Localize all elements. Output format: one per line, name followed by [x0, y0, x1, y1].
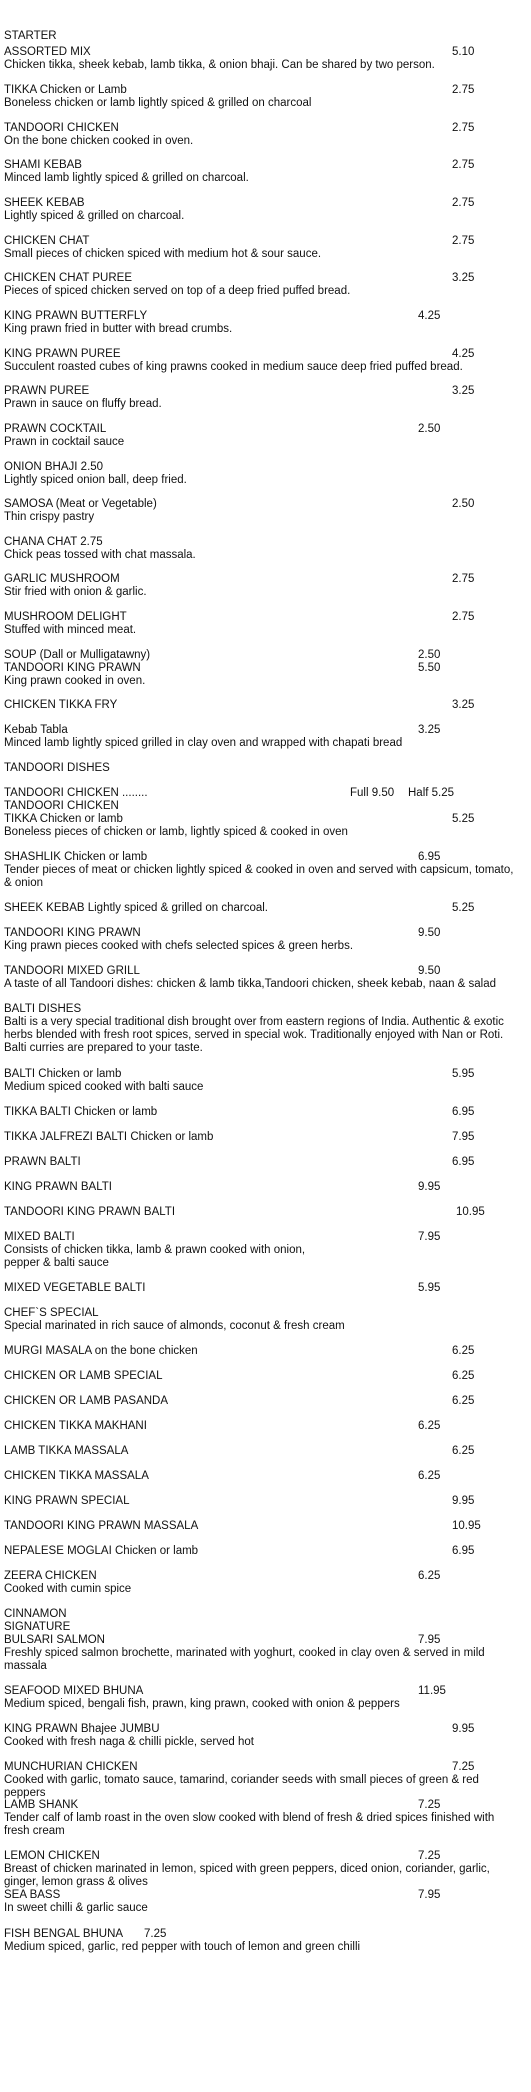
item-desc: In sweet chilli & garlic sauce: [4, 1902, 148, 1914]
item-title: KING PRAWN PUREE: [4, 348, 121, 360]
item-price: 2.75: [452, 159, 475, 171]
item-title: CHICKEN OR LAMB SPECIAL: [4, 1370, 163, 1382]
item-title: CHICKEN CHAT PUREE: [4, 272, 133, 284]
item-price: 2.75: [452, 197, 475, 209]
item-title: SOUP (Dall or Mulligatawny): [4, 649, 151, 661]
item-title: SAMOSA (Meat or Vegetable): [4, 498, 157, 510]
item-desc: Stir fried with onion & garlic.: [4, 586, 147, 598]
item-price: 2.75: [452, 235, 475, 247]
item-title: GARLIC MUSHROOM: [4, 573, 120, 585]
item-title: TANDOORI KING PRAWN BALTI: [4, 1206, 176, 1218]
item-title: BULSARI SALMON: [4, 1634, 105, 1646]
item-price: 7.25: [452, 1761, 475, 1773]
item-price: 2.75: [452, 84, 475, 96]
item-desc: Lightly spiced onion ball, deep fried.: [4, 474, 187, 486]
item-price: 6.95: [452, 1545, 475, 1557]
item-title: MUSHROOM DELIGHT: [4, 611, 127, 623]
item-desc: Minced lamb lightly spiced grilled in clay oven and wrapped with chapati bread: [4, 737, 403, 749]
item-title: KING PRAWN Bhajee JUMBU: [4, 1723, 160, 1735]
item-title: LEMON CHICKEN: [4, 1850, 100, 1862]
item-price: 5.95: [452, 1068, 475, 1080]
item-title: TANDOORI KING PRAWN: [4, 662, 141, 674]
item-title: KING PRAWN SPECIAL: [4, 1495, 130, 1507]
item-desc: Medium spiced cooked with balti sauce: [4, 1081, 204, 1093]
item-price: 3.25: [418, 724, 441, 736]
item-price: 9.95: [452, 1495, 475, 1507]
item-title: SEAFOOD MIXED BHUNA: [4, 1685, 144, 1697]
item-title: TIKKA JALFREZI BALTI Chicken or lamb: [4, 1131, 214, 1143]
section-title-starter: STARTER: [4, 30, 57, 42]
item-title: SIGNATURE: [4, 1621, 71, 1633]
item-title: TANDOORI KING PRAWN MASSALA: [4, 1520, 199, 1532]
item-title: NEPALESE MOGLAI Chicken or lamb: [4, 1545, 199, 1557]
item-price: 3.25: [452, 272, 475, 284]
item-title: PRAWN BALTI: [4, 1156, 81, 1168]
item-price: 2.75: [452, 122, 475, 134]
item-title: TANDOORI CHICKEN: [4, 800, 119, 812]
item-price: 6.25: [418, 1570, 441, 1582]
item-title: MIXED BALTI: [4, 1231, 75, 1243]
item-price: 9.95: [452, 1723, 475, 1735]
item-price: 5.25: [452, 813, 475, 825]
item-price: 6.25: [418, 1420, 441, 1432]
item-title: TANDOORI CHICKEN: [4, 122, 119, 134]
item-title: KING PRAWN BALTI: [4, 1181, 112, 1193]
item-title: CHANA CHAT 2.75: [4, 536, 103, 548]
item-price: 7.25: [418, 1850, 441, 1862]
item-price: 5.50: [418, 662, 441, 674]
item-price: 4.25: [418, 310, 441, 322]
item-price-half: Half 5.25: [408, 787, 455, 799]
item-desc: Tender pieces of meat or chicken lightly spiced & cooked in oven and served with capsicum, tomato, & onion: [4, 864, 514, 889]
item-title: CHICKEN TIKKA MASSALA: [4, 1470, 149, 1482]
item-title: ZEERA CHICKEN: [4, 1570, 97, 1582]
item-desc: Boneless chicken or lamb lightly spiced & grilled on charcoal: [4, 97, 312, 109]
item-price: 7.25: [418, 1799, 441, 1811]
item-desc: A taste of all Tandoori dishes: chicken & lamb tikka,Tandoori chicken, sheek kebab, naan & salad: [4, 978, 497, 990]
item-price: 4.25: [452, 348, 475, 360]
item-price: 2.75: [452, 573, 475, 585]
item-desc: Thin crispy pastry: [4, 511, 95, 523]
item-desc: King prawn cooked in oven.: [4, 675, 146, 687]
section-desc-balti: Balti is a very special traditional dish brought over from eastern regions of India. Authentic & exotic herbs blended with fresh root spices, served in special wok. Traditionally enjoyed with Nan or Roti. Balti curries are prepared to your taste.: [4, 1016, 504, 1054]
item-title: CHICKEN OR LAMB PASANDA: [4, 1395, 169, 1407]
item-title: TANDOORI CHICKEN ........: [4, 787, 148, 799]
section-title-balti: BALTI DISHES: [4, 1003, 82, 1015]
item-price: 5.25: [452, 902, 475, 914]
item-price: 6.25: [452, 1345, 475, 1357]
item-desc: Stuffed with minced meat.: [4, 624, 137, 636]
item-price: 10.95: [456, 1206, 485, 1218]
item-price: 7.95: [418, 1889, 441, 1901]
item-title: CHICKEN TIKKA FRY: [4, 699, 118, 711]
item-price-full: Full 9.50: [350, 787, 395, 799]
item-price: 6.25: [418, 1470, 441, 1482]
item-desc: Pieces of spiced chicken served on top of a deep fried puffed bread.: [4, 285, 351, 297]
item-price: 7.95: [418, 1231, 441, 1243]
section-desc-chefs: Special marinated in rich sauce of almonds, coconut & fresh cream: [4, 1320, 345, 1332]
item-price: 6.25: [452, 1445, 475, 1457]
item-desc: Consists of chicken tikka, lamb & prawn cooked with onion,: [4, 1244, 306, 1256]
item-title: TIKKA Chicken or Lamb: [4, 84, 127, 96]
item-title: ONION BHAJI 2.50: [4, 461, 104, 473]
item-price: 2.75: [452, 611, 475, 623]
item-title: SHASHLIK Chicken or lamb: [4, 851, 148, 863]
item-title: SHEEK KEBAB Lightly spiced & grilled on charcoal.: [4, 902, 268, 914]
item-title: LAMB TIKKA MASSALA: [4, 1445, 129, 1457]
item-desc: Chick peas tossed with chat massala.: [4, 549, 196, 561]
item-desc: King prawn pieces cooked with chefs selected spices & green herbs.: [4, 940, 354, 952]
item-title: MIXED VEGETABLE BALTI: [4, 1282, 146, 1294]
item-desc: Cooked with garlic, tomato sauce, tamarind, coriander seeds with small pieces of green & red peppers: [4, 1774, 479, 1799]
item-desc: Small pieces of chicken spiced with medium hot & sour sauce.: [4, 248, 322, 260]
item-price: 6.95: [452, 1106, 475, 1118]
item-desc: pepper & balti sauce: [4, 1257, 109, 1269]
item-price: 3.25: [452, 699, 475, 711]
item-title: TANDOORI KING PRAWN: [4, 927, 141, 939]
item-price: 6.25: [452, 1370, 475, 1382]
item-desc: Medium spiced, garlic, red pepper with touch of lemon and green chilli: [4, 1941, 361, 1953]
item-price: 10.95: [452, 1520, 481, 1532]
item-price: 7.95: [452, 1131, 475, 1143]
item-title: CHICKEN TIKKA MAKHANI: [4, 1420, 147, 1432]
item-price: 6.25: [452, 1395, 475, 1407]
item-price: 7.25: [144, 1928, 167, 1940]
item-title: MURGI MASALA on the bone chicken: [4, 1345, 198, 1357]
item-title: CHICKEN CHAT: [4, 235, 90, 247]
item-title: SHEEK KEBAB: [4, 197, 85, 209]
item-price: 11.95: [418, 1685, 446, 1697]
item-title: SEA BASS: [4, 1889, 61, 1901]
item-price: 3.25: [452, 385, 475, 397]
item-title: MUNCHURIAN CHICKEN: [4, 1761, 138, 1773]
item-desc: King prawn fried in butter with bread crumbs.: [4, 323, 233, 335]
item-price: 7.95: [418, 1634, 441, 1646]
section-title-tandoori: TANDOORI DISHES: [4, 762, 110, 774]
item-desc: On the bone chicken cooked in oven.: [4, 135, 194, 147]
item-desc: Cooked with cumin spice: [4, 1583, 132, 1595]
item-desc: Freshly spiced salmon brochette, marinated with yoghurt, cooked in clay oven & served in mild massala: [4, 1647, 485, 1672]
item-desc: Minced lamb lightly spiced & grilled on charcoal.: [4, 172, 249, 184]
item-title: TANDOORI MIXED GRILL: [4, 965, 140, 977]
item-desc: Prawn in sauce on fluffy bread.: [4, 398, 162, 410]
item-title: FISH BENGAL BHUNA: [4, 1928, 124, 1940]
item-title: LAMB SHANK: [4, 1799, 79, 1811]
item-desc: Chicken tikka, sheek kebab, lamb tikka, & onion bhaji. Can be shared by two person.: [4, 59, 435, 71]
item-desc: Medium spiced, bengali fish, prawn, king prawn, cooked with onion & peppers: [4, 1698, 400, 1710]
item-title: TIKKA Chicken or lamb: [4, 813, 123, 825]
item-price: 5.10: [452, 46, 475, 58]
item-desc: Cooked with fresh naga & chilli pickle, served hot: [4, 1736, 254, 1748]
item-title: CINNAMON: [4, 1608, 67, 1620]
item-desc: Lightly spiced & grilled on charcoal.: [4, 210, 185, 222]
item-desc: Succulent roasted cubes of king prawns cooked in medium sauce deep fried puffed bread.: [4, 361, 463, 373]
item-title: KING PRAWN BUTTERFLY: [4, 310, 148, 322]
item-title: PRAWN PUREE: [4, 385, 90, 397]
item-price: 2.50: [418, 649, 441, 661]
item-desc: Prawn in cocktail sauce: [4, 436, 125, 448]
item-title: Kebab Tabla: [4, 724, 68, 736]
item-price: 2.50: [452, 498, 475, 510]
item-price: 6.95: [452, 1156, 475, 1168]
item-price: 6.95: [418, 851, 441, 863]
item-desc: Breast of chicken marinated in lemon, spiced with green peppers, diced onion, coriander, garlic, ginger, lemon grass & olives: [4, 1863, 490, 1888]
item-price: 2.50: [418, 423, 441, 435]
item-price: 5.95: [418, 1282, 441, 1294]
section-title-chefs: CHEF`S SPECIAL: [4, 1307, 99, 1319]
item-title: SHAMI KEBAB: [4, 159, 82, 171]
item-title: PRAWN COCKTAIL: [4, 423, 107, 435]
menu-page: [4, 0, 527, 2092]
item-title: BALTI Chicken or lamb: [4, 1068, 122, 1080]
item-price: 9.50: [418, 927, 441, 939]
item-title: ASSORTED MIX: [4, 46, 91, 58]
item-title: TIKKA BALTI Chicken or lamb: [4, 1106, 158, 1118]
item-desc: Boneless pieces of chicken or lamb, lightly spiced & cooked in oven: [4, 826, 348, 838]
item-desc: Tender calf of lamb roast in the oven slow cooked with blend of fresh & dried spices finished with fresh cream: [4, 1812, 495, 1837]
item-price: 9.95: [418, 1181, 441, 1193]
item-price: 9.50: [418, 965, 441, 977]
